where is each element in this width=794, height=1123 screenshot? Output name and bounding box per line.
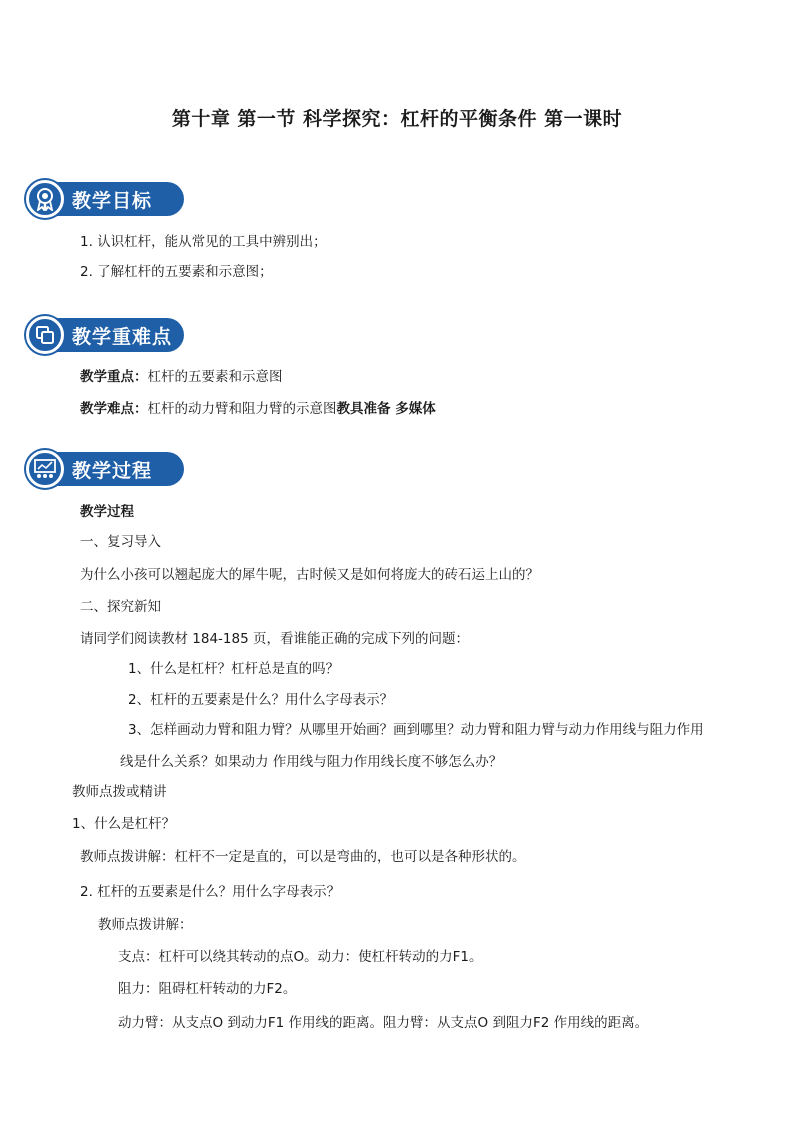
section-heading: 教学重难点	[72, 326, 173, 348]
question-3-line-2: 线是什么关系？如果动力 作用线与阻力作用线长度不够怎么办？	[120, 754, 503, 770]
section-heading: 教学过程	[72, 460, 153, 482]
answer-2-line-3: 动力臂：从支点O 到动力F1 作用线的距离。阻力臂：从支点O 到阻力F2 作用线的距离。	[118, 1015, 649, 1031]
section-banner-process	[26, 450, 184, 488]
question-3-line-1: 3、怎样画动力臂和阻力臂？从哪里开始画？画到哪里？动力臂和阻力臂与动力作用线与阻力作用	[128, 722, 704, 738]
answer-1-title: 1、什么是杠杆？	[72, 816, 176, 832]
question-2: 2、杠杆的五要素是什么？用什么字母表示？	[128, 692, 394, 708]
section-banner-key-points	[26, 316, 184, 354]
tools-text: 教具准备 多媒体	[336, 401, 436, 417]
difficulty-label: 教学难点：	[80, 401, 148, 417]
review-question: 为什么小孩可以翘起庞大的犀牛呢，古时候又是如何将庞大的砖石运上山的？	[80, 567, 539, 583]
difficulty-line	[80, 397, 436, 417]
answer-2-title: 2. 杠杆的五要素是什么？用什么字母表示？	[80, 884, 341, 900]
difficulty-text: 杠杆的动力臂和阻力臂的示意图	[147, 401, 337, 417]
reading-instruction: 请同学们阅读教材 184-185 页，看谁能正确的完成下列的问题：	[80, 631, 469, 647]
focus-label: 教学重点：	[80, 369, 148, 385]
part-2-heading: 二、探究新知	[80, 599, 161, 615]
part-1-heading: 一、复习导入	[80, 534, 161, 550]
page-title: 第十章 第一节 科学探究：杠杆的平衡条件 第一课时	[171, 108, 623, 130]
question-1: 1、什么是杠杆？杠杆总是直的吗？	[128, 661, 340, 677]
answer-2-line-1: 支点：杠杆可以绕其转动的点O。动力：使杠杆转动的力F1。	[118, 949, 483, 965]
award-ribbon-icon	[26, 180, 64, 218]
teacher-guide-heading: 教师点拨或精讲	[72, 784, 167, 800]
focus-text: 杠杆的五要素和示意图	[147, 369, 283, 385]
objective-item-2: 2. 了解杠杆的五要素和示意图；	[80, 264, 273, 280]
presentation-board-icon	[26, 450, 64, 488]
answer-2-label: 教师点拨讲解：	[98, 917, 193, 933]
process-subheading: 教学过程	[80, 504, 134, 520]
layers-icon	[26, 316, 64, 354]
section-banner-objectives	[26, 180, 184, 218]
section-heading: 教学目标	[72, 190, 153, 212]
focus-line	[80, 365, 283, 385]
answer-2-line-2: 阻力：阻碍杠杆转动的力F2。	[118, 981, 297, 997]
answer-1-text: 教师点拨讲解：杠杆不一定是直的，可以是弯曲的，也可以是各种形状的。	[80, 849, 526, 865]
objective-item-1: 1. 认识杠杆，能从常见的工具中辨别出；	[80, 234, 327, 250]
